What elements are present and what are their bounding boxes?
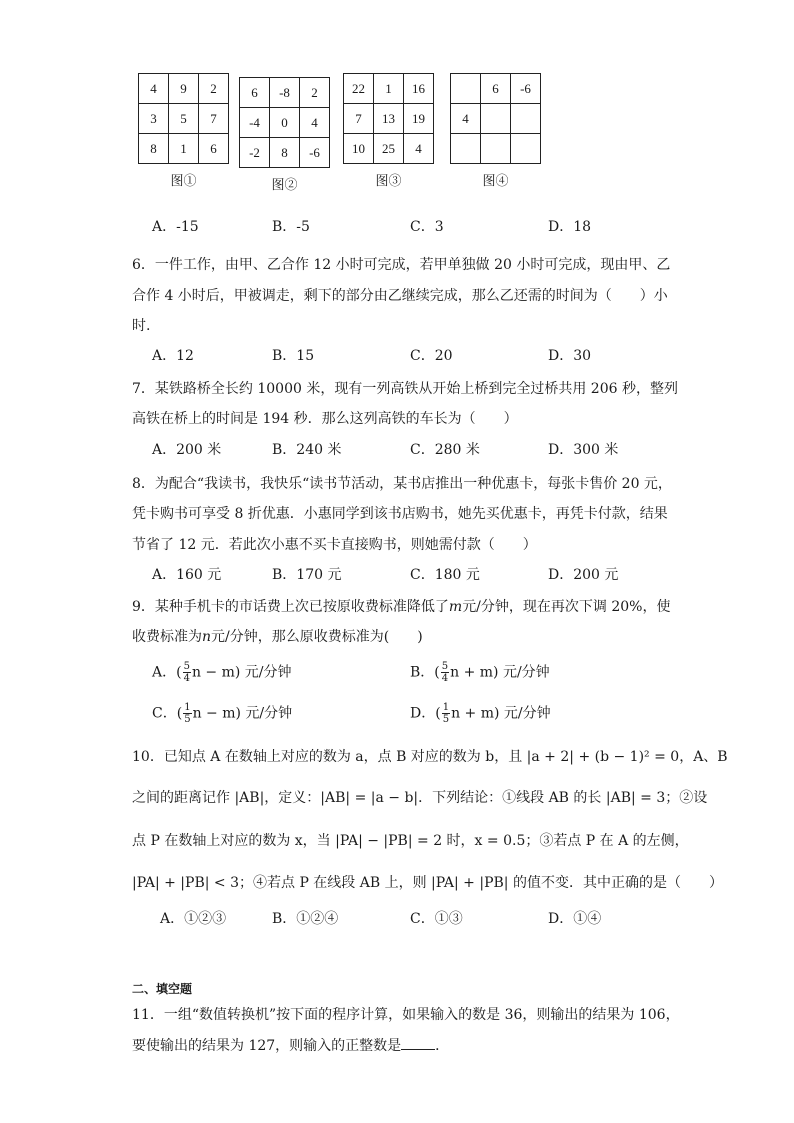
q6-stem-line-1: 6．一件工作，由甲、乙合作 12 小时可完成，若甲单独做 20 小时可完成，现由甲、乙	[132, 257, 671, 273]
grid-label: 图①	[170, 174, 197, 189]
grid-cell: 13	[374, 104, 404, 134]
q11-stem-line-1: 11．一组“数值转换机”按下面的程序计算，如果输入的数是 36，则输出的结果为 106，	[132, 1007, 680, 1023]
q7-stem-line-2: 高铁在桥上的时间是 194 秒．那么这列高铁的车长为（ ）	[132, 411, 518, 427]
fraction	[183, 661, 191, 684]
q10-stem-line-3: 点 P 在数轴上对应的数为 x，当 |PA| − |PB| = 2 时，x = 0.5；③若点 P 在 A 的左侧，	[132, 833, 689, 849]
q9-text: 收费标准为	[132, 629, 202, 645]
grid-cell: 4	[300, 108, 330, 138]
grid-cell: 4	[139, 74, 169, 104]
grid-figure-4	[450, 73, 541, 189]
q5-option-a: A．-15	[152, 219, 199, 235]
option-prefix: D．(	[410, 705, 441, 722]
grid-table	[239, 77, 330, 168]
q7-option-d: D．300 米	[548, 442, 619, 458]
grid-table	[343, 73, 434, 164]
q6-stem-line-2: 合作 4 小时后，甲被调走，剩下的部分由乙继续完成，那么乙还需的时间为（ ）小	[132, 288, 668, 304]
fraction	[442, 702, 450, 725]
numerator: 1	[442, 702, 450, 713]
q5-option-c: C．3	[410, 219, 444, 235]
q6-option-d: D．30	[548, 348, 592, 364]
grid-cell: 2	[199, 74, 229, 104]
grid-cell: 0	[270, 108, 300, 138]
q10-option-c: C．①③	[410, 911, 463, 927]
option-rest: n − m) 元/分钟	[191, 664, 292, 681]
grid-cell	[451, 74, 481, 104]
q9-stem-line-2	[132, 627, 423, 647]
q7-stem-line-1: 7．某铁路桥全长约 10000 米，现有一列高铁从开始上桥到完全过桥共用 206 秒，整列	[132, 381, 678, 397]
q11-text: ．	[435, 1038, 450, 1054]
grid-cell: 9	[169, 74, 199, 104]
option-rest: n + m) 元/分钟	[451, 705, 551, 722]
grid-cell: 10	[344, 134, 374, 164]
q9-option-b	[410, 661, 550, 684]
q7-option-c: C．280 米	[410, 442, 480, 458]
grid-cell: 3	[139, 104, 169, 134]
grid-label: 图②	[271, 178, 298, 193]
q6-option-a: A．12	[152, 348, 194, 364]
q10-option-a: A．①②③	[160, 911, 227, 927]
grid-cell: 22	[344, 74, 374, 104]
numerator: 5	[183, 661, 190, 672]
grid-cell	[511, 104, 541, 134]
q9-text: 元/分钟，现在再次下调 20%，使	[462, 599, 671, 615]
grid-cell: -2	[240, 138, 270, 168]
grid-cell: -4	[240, 108, 270, 138]
q7-option-b: B．240 米	[272, 442, 342, 458]
q9-text: 9．某种手机卡的市话费上次已按原收费标准降低了	[132, 599, 449, 615]
grid-cell: 25	[374, 134, 404, 164]
q5-option-d: D．18	[548, 219, 592, 235]
grid-table	[138, 73, 229, 164]
q9-text: 元/分钟，那么原收费标准为( )	[211, 629, 423, 645]
q9-option-d	[410, 702, 551, 725]
q8-option-c: C．180 元	[410, 567, 480, 583]
grid-cell: 2	[300, 78, 330, 108]
grid-cell: -6	[300, 138, 330, 168]
grid-figure-3	[343, 73, 434, 189]
grid-cell: -8	[270, 78, 300, 108]
fraction	[183, 702, 191, 725]
grid-label: 图③	[375, 174, 402, 189]
grid-cell: 4	[451, 104, 481, 134]
q10-stem-line-2: 之间的距离记作 |AB|，定义：|AB| = |a − b|．下列结论：①线段 AB 的长 |AB| = 3；②设	[132, 790, 708, 806]
q9-option-c	[152, 702, 292, 725]
grid-cell: 6	[199, 134, 229, 164]
q8-option-b: B．170 元	[272, 567, 342, 583]
q6-option-c: C．20	[410, 348, 453, 364]
grid-cell	[481, 104, 511, 134]
q9-stem-line-1	[132, 597, 670, 617]
grid-cell: 5	[169, 104, 199, 134]
grid-cell: 4	[404, 134, 434, 164]
denominator: 5	[442, 714, 450, 725]
grid-cell: 1	[169, 134, 199, 164]
grid-cell: 7	[344, 104, 374, 134]
q6-option-b: B．15	[272, 348, 315, 364]
grid-cell	[451, 134, 481, 164]
section-title: 二、填空题	[132, 982, 193, 996]
grid-cell: 6	[240, 78, 270, 108]
grid-cell: 7	[199, 104, 229, 134]
q11-stem-line-2	[132, 1035, 449, 1056]
q8-stem-line-2: 凭卡购书可享受 8 折优惠．小惠同学到该书店购书，她先买优惠卡，再凭卡付款，结果	[132, 506, 668, 522]
denominator: 4	[183, 673, 190, 684]
q9-var-m: m	[448, 599, 463, 615]
grid-cell	[481, 134, 511, 164]
q8-stem-line-1: 8．为配合“我读书，我快乐“读书节活动，某书店推出一种优惠卡，每张卡售价 20 元，	[132, 476, 672, 492]
grid-cell: 8	[139, 134, 169, 164]
q5-option-b: B．-5	[272, 219, 310, 235]
q7-option-a: A．200 米	[152, 442, 222, 458]
grid-cell	[511, 134, 541, 164]
fraction	[441, 661, 449, 684]
grid-cell: 16	[404, 74, 434, 104]
grid-cell: 19	[404, 104, 434, 134]
grid-figure-1	[138, 73, 229, 189]
q6-stem-line-3: 时.	[132, 318, 151, 334]
numerator: 1	[184, 702, 191, 713]
option-rest: n + m) 元/分钟	[450, 664, 550, 681]
denominator: 4	[441, 673, 449, 684]
option-prefix: A．(	[152, 664, 182, 681]
q11-text: 要使输出的结果为 127，则输入的正整数是	[132, 1038, 402, 1054]
q10-option-d: D．①④	[548, 911, 602, 927]
grid-cell: 8	[270, 138, 300, 168]
option-prefix: C．(	[152, 705, 183, 722]
answer-blank[interactable]	[401, 1035, 435, 1050]
q9-var-n: n	[202, 629, 212, 645]
denominator: 5	[184, 714, 191, 725]
q8-option-a: A．160 元	[152, 567, 222, 583]
grid-label: 图④	[482, 174, 509, 189]
grid-cell: -6	[511, 74, 541, 104]
q8-stem-line-3: 节省了 12 元．若此次小惠不买卡直接购书，则她需付款（ ）	[132, 537, 537, 553]
grid-cell: 6	[481, 74, 511, 104]
q10-stem-line-1: 10．已知点 A 在数轴上对应的数为 a，点 B 对应的数为 b，且 |a + 2| + (b − 1)² = 0，A、B	[132, 749, 728, 765]
grid-cell: 1	[374, 74, 404, 104]
q9-option-a	[152, 661, 292, 684]
q8-option-d: D．200 元	[548, 567, 619, 583]
q10-stem-line-4: |PA| + |PB| < 3；④若点 P 在线段 AB 上，则 |PA| + |PB| 的值不变．其中正确的是（ ）	[132, 875, 723, 891]
option-rest: n − m) 元/分钟	[192, 705, 293, 722]
grid-table	[450, 73, 541, 164]
grid-figure-2	[239, 77, 330, 193]
numerator: 5	[441, 661, 449, 672]
q10-option-b: B．①②④	[272, 911, 339, 927]
option-prefix: B．(	[410, 664, 440, 681]
